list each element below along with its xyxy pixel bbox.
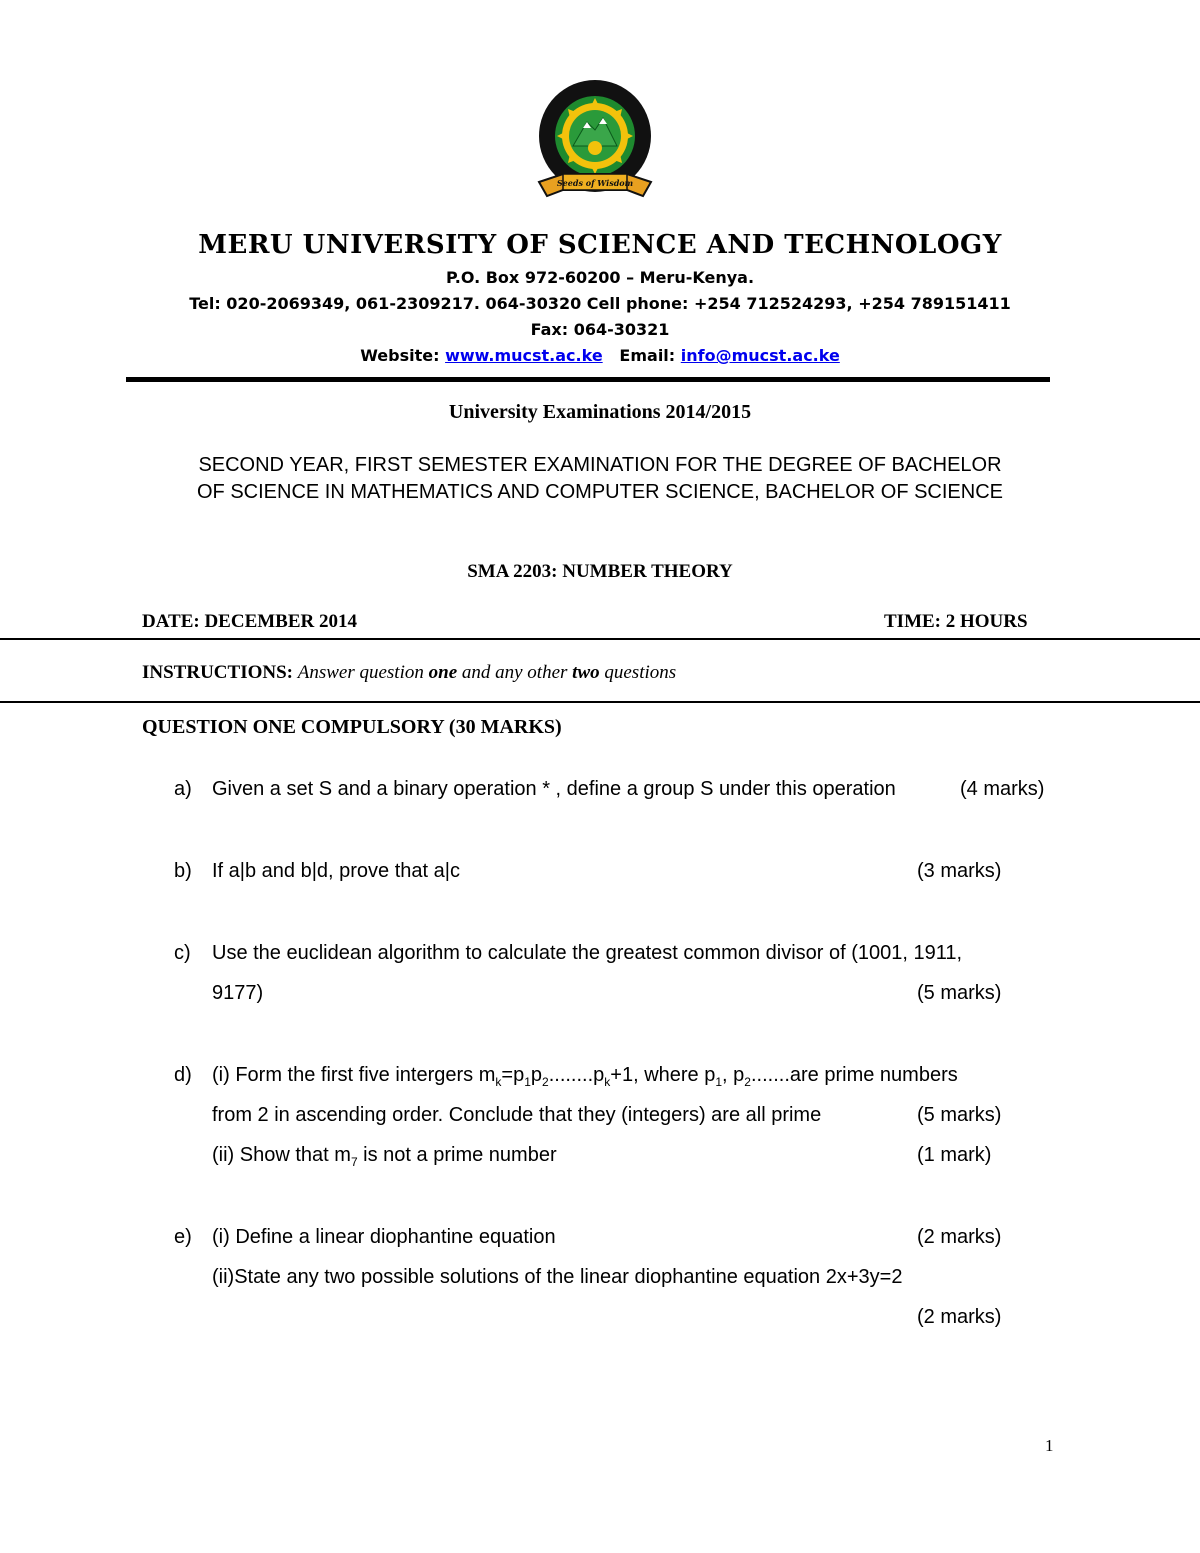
website-label: Website: xyxy=(360,346,440,365)
question-a-text: Given a set S and a binary operation * , define a group S under this operation xyxy=(212,778,896,800)
question-e-label: e) xyxy=(174,1226,192,1248)
question-e-i-marks: (2 marks) xyxy=(917,1226,1002,1248)
exam-session: University Examinations 2014/2015 xyxy=(448,401,752,423)
question-e-i-text: (i) Define a linear diophantine equation xyxy=(212,1226,556,1248)
question-d-label: d) xyxy=(174,1064,192,1086)
website-link[interactable]: www.mucst.ac.ke xyxy=(445,346,603,365)
university-logo xyxy=(525,78,665,214)
question-e-ii-marks: (2 marks) xyxy=(917,1306,1002,1328)
instructions xyxy=(142,662,676,684)
question-d-ii-text: (ii) Show that $m_7$ is not a prime number xyxy=(212,1144,557,1169)
question-d-i-line-2: from 2 in ascending order. Conclude that they (integers) are all prime xyxy=(212,1104,822,1126)
instructions-label: INSTRUCTIONS: xyxy=(142,662,293,683)
course-title: SMA 2203: NUMBER THEORY xyxy=(467,561,733,582)
question-b-label: b) xyxy=(174,860,192,882)
date-divider xyxy=(0,638,1200,640)
question-c-line-1: Use the euclidean algorithm to calculate the greatest common divisor of (1001, 1911, xyxy=(212,942,963,964)
exam-date: DATE: DECEMBER 2014 xyxy=(142,611,357,632)
instructions-text-2: and any other xyxy=(457,662,573,683)
question-d-i-text: (i) Form the first five intergers $m_k=p_1p_2........p_k+1$, where $p_1$, $p_2.......are$ prime numbers xyxy=(212,1064,958,1089)
question-a-marks: (4 marks) xyxy=(960,778,1045,800)
email-label: Email: xyxy=(619,346,676,365)
email-link[interactable]: info@mucst.ac.ke xyxy=(680,346,840,365)
instructions-two: two xyxy=(572,662,600,683)
question-c-label: c) xyxy=(174,942,191,964)
header-divider xyxy=(126,377,1050,382)
exam-time: TIME: 2 HOURS xyxy=(884,611,1028,632)
question-a-label: a) xyxy=(174,778,192,800)
question-d-ii-marks: (1 mark) xyxy=(917,1144,992,1166)
website-email-line xyxy=(0,346,1200,365)
page-number: 1 xyxy=(1045,1436,1054,1455)
question-c-marks: (5 marks) xyxy=(917,982,1002,1004)
question-b-marks: (3 marks) xyxy=(917,860,1002,882)
po-box: P.O. Box 972-60200 – Meru-Kenya. xyxy=(445,268,755,287)
instructions-one: one xyxy=(428,662,458,683)
programme-line-2: OF SCIENCE IN MATHEMATICS AND COMPUTER SCIENCE, BACHELOR OF SCIENCE xyxy=(196,481,1003,503)
telephone-line: Tel: 020-2069349, 061-2309217. 064-30320 Cell phone: +254 712524293, +254 789151411 xyxy=(189,294,1011,313)
question-e-ii-text: (ii)State any two possible solutions of the linear diophantine equation 2x+3y=2 xyxy=(212,1266,903,1288)
question-d-i-marks: (5 marks) xyxy=(917,1104,1002,1126)
instructions-text-1: Answer question xyxy=(297,662,429,683)
svg-text:Seeds of Wisdom: Seeds of Wisdom xyxy=(556,178,634,188)
instructions-divider xyxy=(0,701,1200,703)
question-one-heading: QUESTION ONE COMPULSORY (30 MARKS) xyxy=(142,716,562,738)
question-b-text: If a|b and b|d, prove that a|c xyxy=(212,860,460,882)
programme-line-1: SECOND YEAR, FIRST SEMESTER EXAMINATION FOR THE DEGREE OF BACHELOR xyxy=(198,454,1002,476)
fax-line: Fax: 064-30321 xyxy=(530,320,670,339)
university-name: MERU UNIVERSITY OF SCIENCE AND TECHNOLOGY xyxy=(198,230,1002,260)
question-c-line-2: 9177) xyxy=(212,982,264,1004)
instructions-text-3: questions xyxy=(599,662,677,683)
